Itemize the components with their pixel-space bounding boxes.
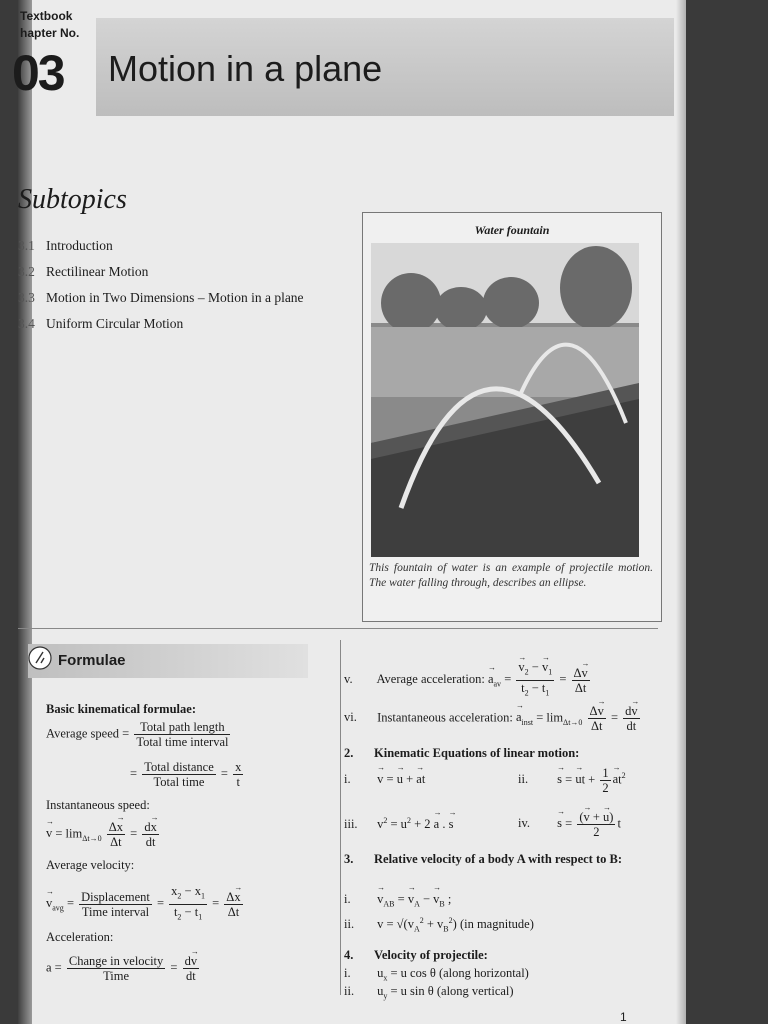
relative-velocity-eq-2: ii. $v = √(v_A^2 + v_B^2)$ (in magnitude) — [344, 916, 534, 934]
avg-acceleration-formula: v. Average acceleration: → $a_{av}$ = → $\frac{v_2 - \to v_1}{t_2 - t_1}$ = $\frac{\Delta\to v}{\Delta t}$ — [344, 660, 592, 700]
page-number: 1 — [620, 1010, 627, 1024]
chapter-title: Motion in a plane — [108, 48, 383, 89]
figure-caption: This fountain of water is an example of projectile motion. The water falling through, describes an ellipse. — [369, 562, 653, 589]
kinematic-eq-3: iii. $v^2 = u^2 + 2 \to a$ . → s — [344, 816, 453, 832]
subtopic-item: 3.1 Introduction — [18, 238, 113, 253]
relative-velocity-heading: 3. Relative velocity of a body A with respect to B: — [344, 852, 622, 866]
relative-velocity-eq-1: i. → $v_{AB}$ = → $v_A$ − → $v_B$ ; — [344, 892, 451, 909]
figure-title: Water fountain — [474, 223, 550, 237]
projectile-eq-1: i. $u_x = u$ cos θ (along horizontal) — [344, 966, 529, 983]
basic-formulae-heading: Basic kinematical formulae: — [46, 702, 196, 716]
avg-velocity-formula: → $v_{avg}$ = $\frac{\text{Displacement}}{\text{Time interval}}$ = $\frac{x_2 - x_1}{t_2 - t_1}$ = $\frac{\Delta\to x}{\Delta t}$ — [46, 884, 245, 924]
kinematic-eq-4: iv. → s = $\frac{(\to v + \to u)}{2}$ t — [518, 810, 621, 839]
projectile-eq-2: ii. $u_y = u$ sin θ (along vertical) — [344, 984, 514, 1001]
subtopics-heading: Subtopics — [18, 184, 127, 215]
kinematic-heading: 2. Kinematic Equations of linear motion: — [344, 746, 580, 760]
kinematic-eq-2: ii. → s = → ut + $\frac{1}{2}$ → $at^2$ — [518, 766, 626, 795]
subtopic-item: 3.3 Motion in Two Dimensions – Motion in a plane — [18, 290, 304, 305]
avg-velocity-label: Average velocity: — [46, 858, 135, 872]
avg-speed-formula: Average speed = $\frac{\text{Total path length}}{\text{Total time interval}}$ — [46, 720, 229, 749]
chapter-number: 03 — [12, 45, 64, 101]
acceleration-label: Acceleration: — [46, 930, 114, 944]
subtopic-item: 3.4 Uniform Circular Motion — [18, 316, 184, 331]
water-fountain-photo — [371, 243, 639, 557]
formula-icon — [28, 646, 52, 670]
column-divider — [340, 640, 341, 995]
projectile-heading: 4. Velocity of projectile: — [344, 948, 488, 962]
inst-speed-formula: → $v = \lim_{\Delta t\to 0}$ $\frac{\Delta\to x}{\Delta t}$ = $\frac{d\to x}{dt}$ — [46, 820, 161, 849]
acceleration-formula: a = $\frac{\text{Change in velocity}}{\text{Time}}$ = $\frac{d\to v}{dt}$ — [46, 954, 201, 983]
inst-acceleration-formula: vi. Instantaneous acceleration: → $a_{inst} = \lim_{\Delta t\to 0}$ $\frac{\Delta\to v}{\Delta t}$ = $\frac{d\to v}{dt}$ — [344, 704, 642, 733]
divider — [18, 628, 658, 629]
figure-box — [362, 212, 662, 622]
subtopic-item: 3.2 Rectilinear Motion — [18, 264, 149, 279]
chapter-label: Textbook hapter No. — [20, 9, 80, 40]
inst-speed-label: Instantaneous speed: — [46, 798, 150, 812]
book-spine — [18, 0, 32, 1024]
formulae-heading: Formulae — [58, 652, 126, 669]
kinematic-eq-1: i. → v = → u + → at — [344, 772, 425, 787]
avg-speed-formula-2: = $\frac{\text{Total distance}}{\text{Total time}}$ = $\frac{x}{t}$ — [130, 760, 242, 789]
textbook-page — [12, 0, 686, 1024]
